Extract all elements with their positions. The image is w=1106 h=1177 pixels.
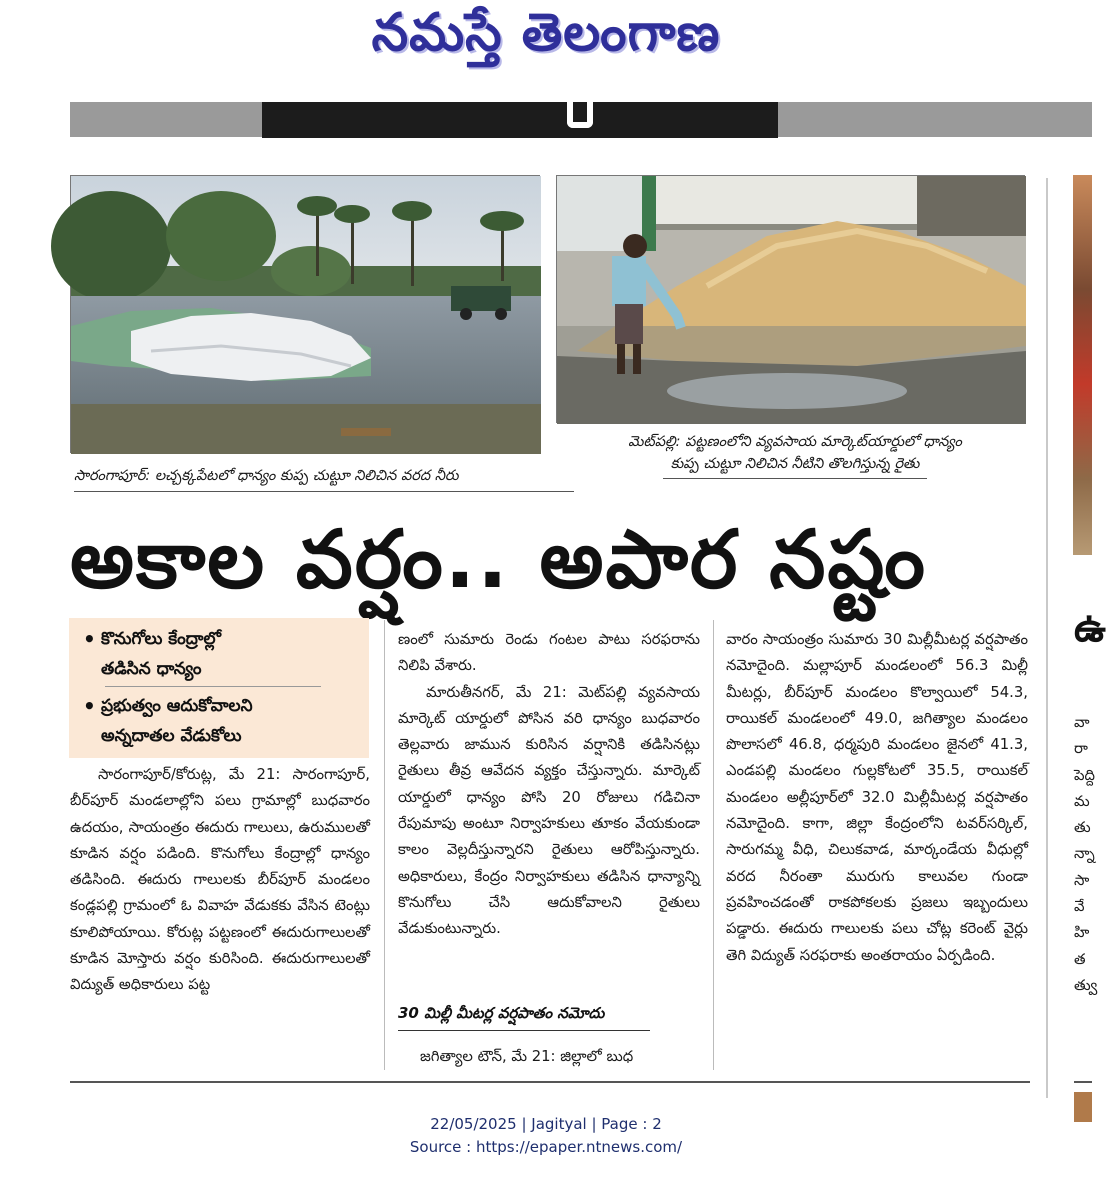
masthead [0, 0, 1092, 78]
fragment-line: సా [1074, 871, 1090, 889]
article-paragraph: వారం సాయంత్రం సుమారు 30 మిల్లీమీటర్ల వర్షపాతం నమోదైంది. మల్లాపూర్‌ మండలంలో 56.3 మిల్లీ మీటర్లు, బీర్‌పూర్‌ మండలం కొల్వాయిలో 54.3, రాయికల్‌ మండలంలో 49.0, జగిత్యాల మండలం పొలాసలో 46.8, ధర్మపురి మండలం జైనలో 41.3, ఎండపల్లి మండలం గుల్లకోటలో 35.5, రాయికల్‌ మండలం అల్లీపూర్‌లో 32.0 మిల్లీమీటర్ల వర్షపాతం నమోదైంది. కాగా, జిల్లా కేంద్రంలోని టవర్‌సర్కిల్‌, సారుగమ్మ వీధి, చిలుకవాడ, మార్కండేయ వీధుల్లో వరద నీరంతా మురుగు కాలువల గుండా ప్రవహించడంతో రాకపోకలకు ప్రజలు ఇబ్బందులు పడ్డారు. ఈదురు గాలులకు పలు చోట్ల కరెంట్‌ వైర్లు తెగి విద్యుత్‌ సరఫరాకు అంతరాయం ఏర్పడింది. [726, 631, 1028, 964]
bottom-rule [1074, 1081, 1092, 1083]
highlight-line: • ప్రభుత్వం ఆదుకోవాలని [101, 696, 253, 716]
top-band-glyph [567, 102, 593, 128]
article-paragraph: మారుతీనగర్‌, మే 21: మెట్‌పల్లి వ్యవసాయ మార్కెట్‌ యార్డులో పోసిన వరి ధాన్యం బుధవారం తెల్లవారు జామున కురిసిన వర్షానికి తడిసినట్లు రైతులు తీవ్ర ఆవేదన వ్యక్తం చేస్తున్నారు. మార్కెట్‌ యార్డులో ధాన్యం పోసి 20 రోజులు గడిచినా రేపుమాపు అంటూ నిర్వాహకులు తూకం వేయకుండా కాలం వెల్లదీస్తున్నారని రైతులు ఆరోపిస్తున్నారు. అధికారులు, కేంద్రం నిర్వాహకులు తడిసిన ధాన్యాన్ని కొనుగోలు చేసి ఆదుకోవాలని రైతులు వేడుకుంటున్నారు. [398, 683, 700, 938]
adjacent-article-photo-fragment [1073, 175, 1092, 555]
highlight-item [77, 691, 361, 751]
footer-source: Source : https://epaper.ntnews.com/ [409, 1138, 683, 1156]
highlights-box [69, 618, 369, 758]
adjacent-headline-fragment: ఉ [1074, 605, 1106, 651]
highlight-item [77, 624, 361, 684]
photo-farmer-grain-heap [556, 175, 1025, 423]
fragment-line: పెద్ది [1074, 766, 1095, 784]
newspaper-title: నమస్తే తెలంగాణ [371, 2, 721, 63]
column-separator [713, 620, 714, 1070]
column-separator [384, 620, 385, 1070]
fragment-line: మ [1074, 792, 1090, 810]
fragment-line: వా [1074, 714, 1090, 731]
fragment-line: రా [1074, 740, 1088, 758]
photo-caption-right [560, 431, 1030, 479]
column-divider [1046, 178, 1048, 1098]
photo-flooded-grain-heap [70, 175, 540, 453]
bottom-rule [70, 1081, 1030, 1083]
article-paragraph: ణంలో సుమారు రెండు గంటల పాటు సరఫరాను నిలిపి వేశారు. [398, 631, 700, 675]
article-headline: అకాల వర్షం.. అపార నష్టం [70, 513, 927, 606]
article-paragraph: జగిత్యాల టౌన్‌, మే 21: జిల్లాలో బుధ [420, 1048, 634, 1065]
fragment-line: హి [1074, 924, 1090, 942]
highlight-divider [105, 686, 321, 687]
footer-edition-info: 22/05/2025 | Jagityal | Page : 2 [430, 1115, 662, 1133]
fragment-line: వే [1074, 898, 1085, 916]
fragment-line: త [1074, 950, 1086, 968]
fragment-line: త్వు [1074, 976, 1098, 994]
highlight-line: అన్నదాతల వేడుకోలు [101, 726, 242, 746]
photo-caption-left: సారంగాపూర్‌: లచ్చక్కపేటలో ధాన్యం కుప్ప చుట్టూ నిలిచిన వరద నీరు [74, 465, 574, 492]
top-band-dark [262, 102, 778, 138]
fragment-line: తు [1074, 819, 1091, 837]
caption-right-line-1: మెట్‌పల్లి: పట్టణంలోని వ్యవసాయ మార్కెట్‌యార్డులో ధాన్యం [628, 434, 962, 450]
fragment-line: న్నా [1074, 845, 1095, 863]
highlight-line: • కొనుగోలు కేంద్రాల్లో [101, 629, 221, 649]
highlight-line: తడిసిన ధాన్యం [101, 659, 202, 679]
article-subheading: 30 మిల్లీ మీటర్ల వర్షపాతం నమోదు [398, 1000, 650, 1031]
article-column-1 [70, 762, 370, 999]
article-paragraph: సారంగాపూర్‌/కోరుట్ల, మే 21: సారంగాపూర్‌, బీర్‌పూర్‌ మండలాల్లోని పలు గ్రామాల్లో బుధవారం ఉదయం, సాయంత్రం ఈదురు గాలులు, ఉరుములతో కూడిన వర్షం పడింది. కొనుగోలు కేంద్రాల్లో ధాన్యం తడిసింది. ఈదురు గాలులకు బీర్‌పూర్‌ మండలం కండ్లపల్లి గ్రామంలో ఓ వివాహ వేడుకకు వేసిన టెంట్లు కూలిపోయాయి. కోరుట్ల పట్టణంలో ఈదురుగాలులతో కూడిన మోస్తారు వర్షం కురిసింది. ఈదురుగాలులతో విద్యుత్‌ అధికారులు పట్ట [70, 766, 370, 994]
caption-right-line-2: కుప్ప చుట్టూ నిలిచిన నీటిని తొలగిస్తున్న రైతు [663, 453, 928, 479]
adjacent-article-text-fragment [1074, 710, 1098, 999]
article-column-3 [726, 627, 1028, 969]
article-column-2 [398, 627, 700, 943]
